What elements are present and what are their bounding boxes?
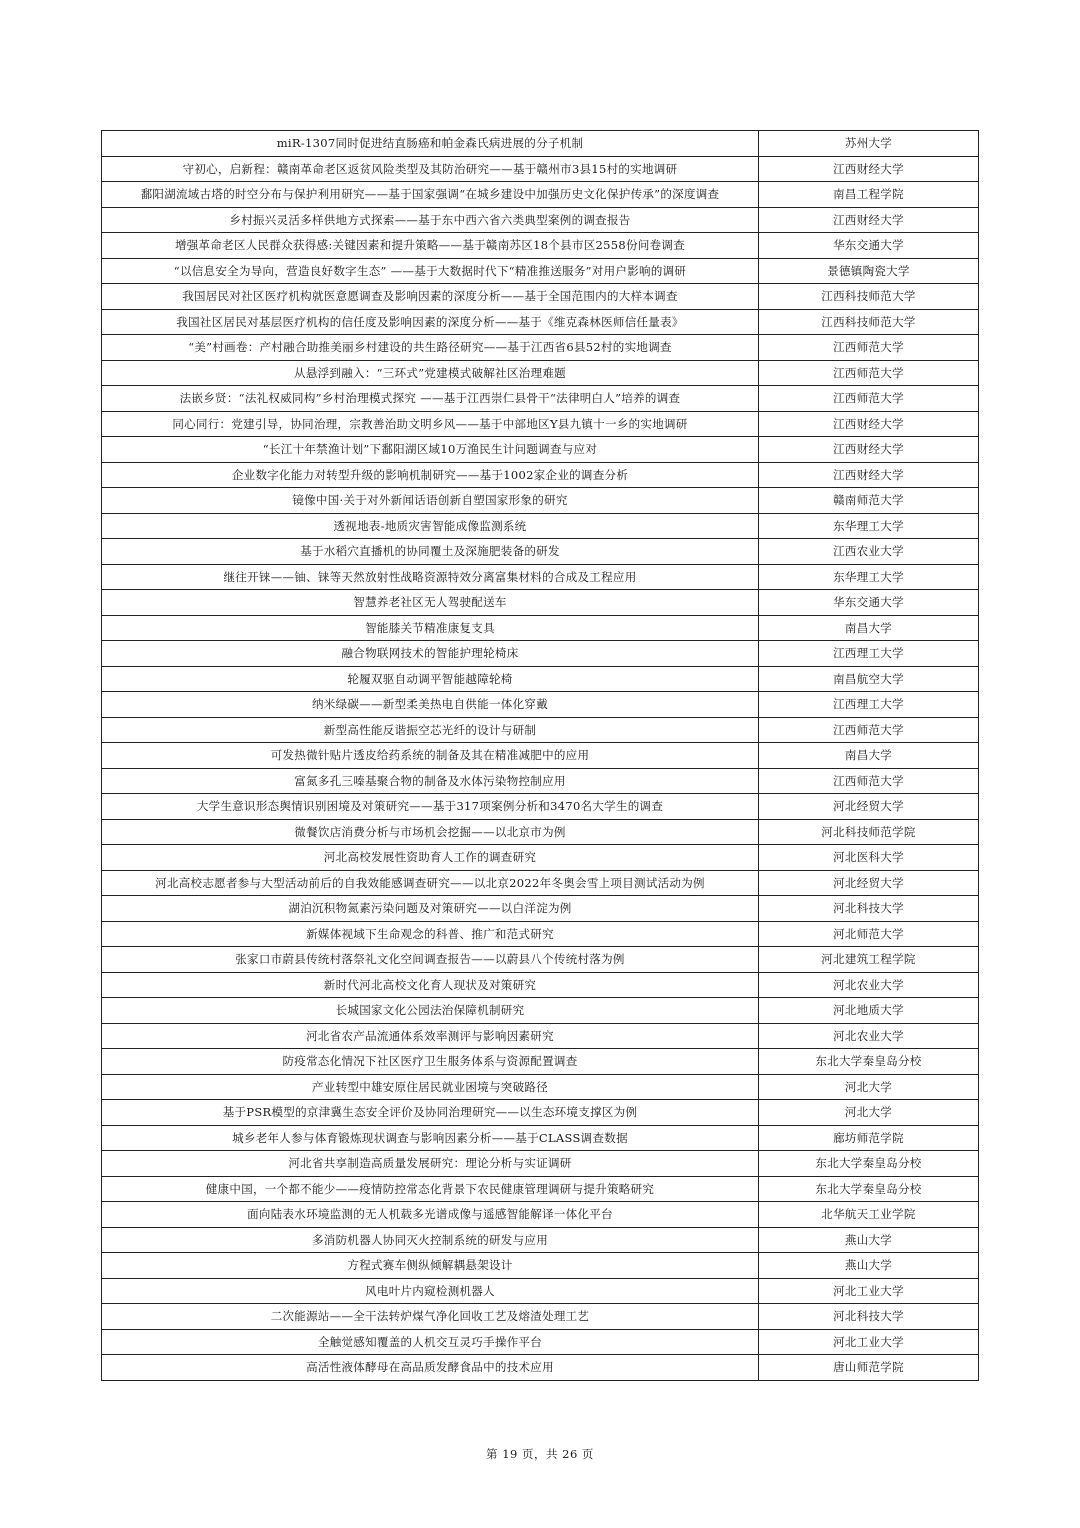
table-row [102, 539, 979, 565]
table-row [102, 258, 979, 284]
project-title-cell: “美”村画卷：产村融合助推美丽乡村建设的共生路径研究——基于江西省6县52村的实地调查 [102, 335, 759, 361]
school-cell: 东北大学秦皇岛分校 [759, 1049, 979, 1075]
school-cell: 江西师范大学 [759, 386, 979, 412]
school-cell: 江西理工大学 [759, 641, 979, 667]
school-cell: 江西科技师范大学 [759, 309, 979, 335]
school-cell: 南昌大学 [759, 615, 979, 641]
table-row [102, 462, 979, 488]
school-cell: 江西财经大学 [759, 411, 979, 437]
project-title-cell: 我国社区居民对基层医疗机构的信任度及影响因素的深度分析——基于《维克森林医师信任量表》 [102, 309, 759, 335]
table-row [102, 666, 979, 692]
school-cell: 河北科技师范学院 [759, 819, 979, 845]
table-row [102, 819, 979, 845]
school-cell: 江西师范大学 [759, 360, 979, 386]
table-row [102, 360, 979, 386]
project-title-cell: 新时代河北高校文化育人现状及对策研究 [102, 972, 759, 998]
table-row [102, 972, 979, 998]
table-row [102, 335, 979, 361]
table-row [102, 207, 979, 233]
project-title-cell: 风电叶片内窥检测机器人 [102, 1278, 759, 1304]
project-title-cell: 防疫常态化情况下社区医疗卫生服务体系与资源配置调查 [102, 1049, 759, 1075]
project-title-cell: 鄱阳湖流域古塔的时空分布与保护利用研究——基于国家强调“在城乡建设中加强历史文化保护传承”的深度调查 [102, 182, 759, 208]
table-row [102, 1202, 979, 1228]
school-cell: 华东交通大学 [759, 233, 979, 259]
school-cell: 江西师范大学 [759, 335, 979, 361]
school-cell: 河北医科大学 [759, 845, 979, 871]
project-title-cell: 全触觉感知覆盖的人机交互灵巧手操作平台 [102, 1329, 759, 1355]
project-title-cell: 方程式赛车侧纵倾解耦悬架设计 [102, 1253, 759, 1279]
project-title-cell: 产业转型中雄安原住居民就业困境与突破路径 [102, 1074, 759, 1100]
project-title-cell: “以信息安全为导向，营造良好数字生态” ——基于大数据时代下“精准推送服务”对用户影响的调研 [102, 258, 759, 284]
school-cell: 江西财经大学 [759, 156, 979, 182]
school-cell: 河北师范大学 [759, 921, 979, 947]
project-title-cell: 可发热微针贴片透皮给药系统的制备及其在精准减肥中的应用 [102, 743, 759, 769]
table-row [102, 896, 979, 922]
table-row [102, 1253, 979, 1279]
school-cell: 江西财经大学 [759, 207, 979, 233]
table-row [102, 411, 979, 437]
school-cell: 河北建筑工程学院 [759, 947, 979, 973]
table-row [102, 1304, 979, 1330]
table-row [102, 386, 979, 412]
project-title-cell: 高活性液体酵母在高品质发酵食品中的技术应用 [102, 1355, 759, 1381]
school-cell: 东华理工大学 [759, 564, 979, 590]
project-title-cell: 智慧养老社区无人驾驶配送车 [102, 590, 759, 616]
table-row [102, 921, 979, 947]
project-title-cell: 我国居民对社区医疗机构就医意愿调查及影响因素的深度分析——基于全国范围内的大样本调查 [102, 284, 759, 310]
school-cell: 江西科技师范大学 [759, 284, 979, 310]
project-title-cell: 继往开铼——铀、铼等天然放射性战略资源特效分离富集材料的合成及工程应用 [102, 564, 759, 590]
school-cell: 江西财经大学 [759, 462, 979, 488]
table-row [102, 1023, 979, 1049]
project-title-cell: 镜像中国·关于对外新闻话语创新自塑国家形象的研究 [102, 488, 759, 514]
project-title-cell: 透视地表-地质灾害智能成像监测系统 [102, 513, 759, 539]
school-cell: 廊坊师范学院 [759, 1125, 979, 1151]
table-row [102, 692, 979, 718]
school-cell: 景德镇陶瓷大学 [759, 258, 979, 284]
school-cell: 河北地质大学 [759, 998, 979, 1024]
project-title-cell: 企业数字化能力对转型升级的影响机制研究——基于1002家企业的调查分析 [102, 462, 759, 488]
project-title-cell: 智能膝关节精准康复支具 [102, 615, 759, 641]
project-title-cell: 新媒体视域下生命观念的科普、推广和范式研究 [102, 921, 759, 947]
table-row [102, 947, 979, 973]
school-cell: 河北科技大学 [759, 1304, 979, 1330]
project-title-cell: 增强革命老区人民群众获得感:关键因素和提升策略——基于赣南苏区18个县市区2558份问卷调查 [102, 233, 759, 259]
project-table [101, 130, 979, 1381]
school-cell: 江西财经大学 [759, 437, 979, 463]
project-title-cell: miR-1307同时促进结直肠癌和帕金森氏病进展的分子机制 [102, 131, 759, 157]
table-row [102, 488, 979, 514]
table-row [102, 845, 979, 871]
project-title-cell: 河北高校志愿者参与大型活动前后的自我效能感调查研究——以北京2022年冬奥会雪上项目测试活动为例 [102, 870, 759, 896]
table-row [102, 998, 979, 1024]
table-row [102, 309, 979, 335]
school-cell: 江西理工大学 [759, 692, 979, 718]
table-row [102, 1125, 979, 1151]
project-title-cell: 微餐饮店消费分析与市场机会挖掘——以北京市为例 [102, 819, 759, 845]
table-row [102, 717, 979, 743]
school-cell: 河北农业大学 [759, 972, 979, 998]
table-row [102, 1176, 979, 1202]
table-row [102, 590, 979, 616]
table-row [102, 1329, 979, 1355]
school-cell: 东北大学秦皇岛分校 [759, 1176, 979, 1202]
table-row [102, 156, 979, 182]
table-row [102, 284, 979, 310]
table-row [102, 513, 979, 539]
school-cell: 江西师范大学 [759, 717, 979, 743]
project-title-cell: 河北省农产品流通体系效率测评与影响因素研究 [102, 1023, 759, 1049]
school-cell: 河北科技大学 [759, 896, 979, 922]
table-row [102, 743, 979, 769]
project-title-cell: 大学生意识形态舆情识别困境及对策研究——基于317项案例分析和3470名大学生的调查 [102, 794, 759, 820]
project-title-cell: 从悬浮到融入：“三环式”党建模式破解社区治理难题 [102, 360, 759, 386]
table-row [102, 1278, 979, 1304]
table-row [102, 1074, 979, 1100]
project-title-cell: 纳米绿碳——新型柔美热电自供能一体化穿戴 [102, 692, 759, 718]
school-cell: 河北农业大学 [759, 1023, 979, 1049]
table-row [102, 233, 979, 259]
project-title-cell: 法嵌乡贤：“法礼权威同构”乡村治理模式探究 ——基于江西崇仁县骨干“法律明白人”培养的调查 [102, 386, 759, 412]
table-row [102, 1151, 979, 1177]
project-title-cell: 河北高校发展性资助育人工作的调查研究 [102, 845, 759, 871]
table-row [102, 1100, 979, 1126]
table-row [102, 768, 979, 794]
table-row [102, 615, 979, 641]
project-title-cell: 城乡老年人参与体育锻炼现状调查与影响因素分析——基于CLASS调查数据 [102, 1125, 759, 1151]
school-cell: 河北经贸大学 [759, 870, 979, 896]
table-row [102, 1355, 979, 1381]
project-title-cell: 长城国家文化公园法治保障机制研究 [102, 998, 759, 1024]
school-cell: 河北工业大学 [759, 1278, 979, 1304]
school-cell: 江西师范大学 [759, 768, 979, 794]
project-title-cell: 同心同行：党建引导，协同治理，宗教善治助文明乡风——基于中部地区Y县九镇十一乡的实地调研 [102, 411, 759, 437]
school-cell: 东北大学秦皇岛分校 [759, 1151, 979, 1177]
project-title-cell: 新型高性能反谐振空芯光纤的设计与研制 [102, 717, 759, 743]
table-row [102, 182, 979, 208]
school-cell: 河北经贸大学 [759, 794, 979, 820]
table-row [102, 1227, 979, 1253]
project-title-cell: 湖泊沉积物氮素污染问题及对策研究——以白洋淀为例 [102, 896, 759, 922]
school-cell: 东华理工大学 [759, 513, 979, 539]
table-row [102, 870, 979, 896]
school-cell: 唐山师范学院 [759, 1355, 979, 1381]
project-title-cell: 融合物联网技术的智能护理轮椅床 [102, 641, 759, 667]
project-title-cell: 基于水稻穴直播机的协同覆土及深施肥装备的研发 [102, 539, 759, 565]
school-cell: 河北工业大学 [759, 1329, 979, 1355]
table-row [102, 794, 979, 820]
project-title-cell: 轮履双驱自动调平智能越障轮椅 [102, 666, 759, 692]
project-title-cell: 河北省共享制造高质量发展研究：理论分析与实证调研 [102, 1151, 759, 1177]
table-row [102, 641, 979, 667]
table-row [102, 1049, 979, 1075]
project-title-cell: 二次能源站——全干法转炉煤气净化回收工艺及熔渣处理工艺 [102, 1304, 759, 1330]
table-row [102, 564, 979, 590]
school-cell: 苏州大学 [759, 131, 979, 157]
school-cell: 南昌大学 [759, 743, 979, 769]
project-title-cell: 多消防机器人协同灭火控制系统的研发与应用 [102, 1227, 759, 1253]
project-table-body [102, 131, 979, 1381]
project-title-cell: “长江十年禁渔计划”下鄱阳湖区域10万渔民生计问题调查与应对 [102, 437, 759, 463]
school-cell: 南昌工程学院 [759, 182, 979, 208]
school-cell: 燕山大学 [759, 1227, 979, 1253]
project-title-cell: 面向陆表水环境监测的无人机载多光谱成像与遥感智能解译一体化平台 [102, 1202, 759, 1228]
project-title-cell: 健康中国，一个都不能少——疫情防控常态化背景下农民健康管理调研与提升策略研究 [102, 1176, 759, 1202]
project-title-cell: 富氮多孔三嗪基聚合物的制备及水体污染物控制应用 [102, 768, 759, 794]
project-title-cell: 守初心，启新程：赣南革命老区返贫风险类型及其防治研究——基于赣州市3县15村的实地调研 [102, 156, 759, 182]
school-cell: 南昌航空大学 [759, 666, 979, 692]
page-number: 第 19 页，共 26 页 [486, 1447, 594, 1461]
project-title-cell: 基于PSR模型的京津冀生态安全评价及协同治理研究——以生态环境支撑区为例 [102, 1100, 759, 1126]
school-cell: 河北大学 [759, 1074, 979, 1100]
school-cell: 赣南师范大学 [759, 488, 979, 514]
school-cell: 江西农业大学 [759, 539, 979, 565]
school-cell: 北华航天工业学院 [759, 1202, 979, 1228]
school-cell: 华东交通大学 [759, 590, 979, 616]
project-title-cell: 乡村振兴灵活多样供地方式探索——基于东中西六省六类典型案例的调查报告 [102, 207, 759, 233]
table-row [102, 131, 979, 157]
project-title-cell: 张家口市蔚县传统村落祭礼文化空间调查报告——以蔚县八个传统村落为例 [102, 947, 759, 973]
table-row [102, 437, 979, 463]
school-cell: 燕山大学 [759, 1253, 979, 1279]
school-cell: 河北大学 [759, 1100, 979, 1126]
